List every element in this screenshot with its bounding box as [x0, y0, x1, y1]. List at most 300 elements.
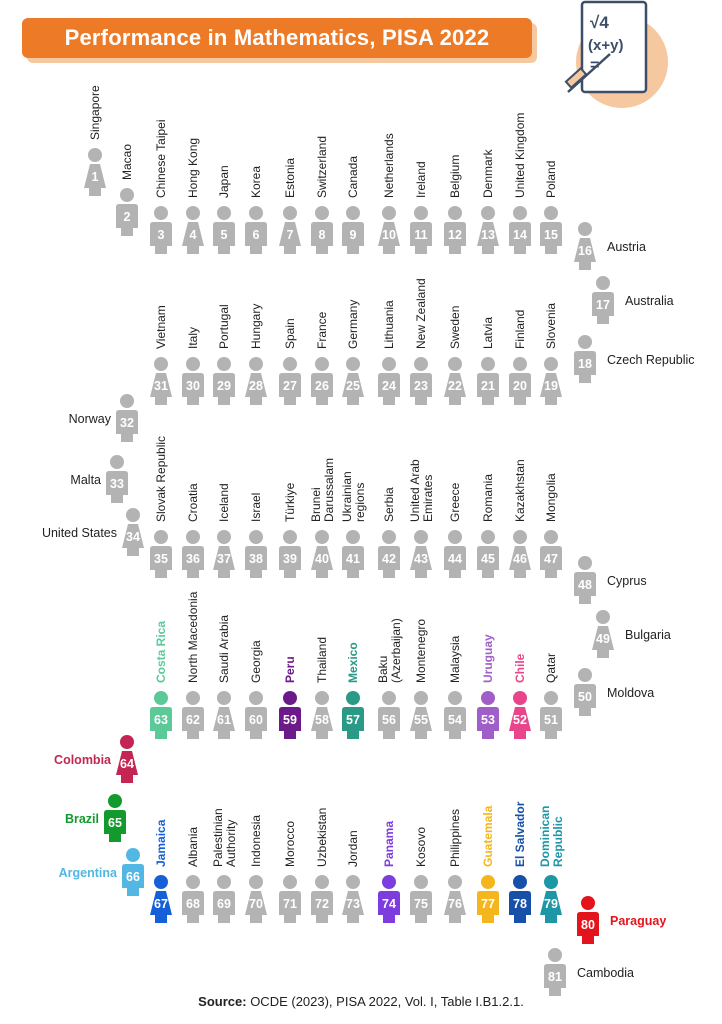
- figure-head-icon: [382, 691, 396, 705]
- rank-number: 18: [578, 357, 592, 371]
- rank-number: 45: [481, 552, 495, 566]
- rank-number: 31: [154, 379, 168, 393]
- country-figure: [342, 206, 364, 254]
- rank-number: 2: [123, 210, 131, 224]
- country-figure: [477, 357, 499, 405]
- country-label: Australia: [625, 294, 674, 308]
- figure-head-icon: [346, 357, 360, 371]
- country-label: Colombia: [54, 753, 111, 767]
- country-label: Czech Republic: [607, 353, 695, 367]
- country-label: Argentina: [58, 866, 117, 880]
- figure-head-icon: [315, 206, 329, 220]
- figure-head-icon: [548, 948, 562, 962]
- figure-head-icon: [382, 875, 396, 889]
- country-label: Malaysia: [448, 635, 462, 683]
- country-label: Denmark: [481, 149, 495, 198]
- country-figure: [444, 691, 466, 739]
- figure-head-icon: [315, 357, 329, 371]
- figure-head-icon: [110, 455, 124, 469]
- country-label: Slovenia: [544, 302, 558, 349]
- figure-head-icon: [120, 394, 134, 408]
- country-figure: [509, 875, 531, 923]
- rank-number: 71: [283, 897, 297, 911]
- rank-number: 39: [283, 552, 297, 566]
- country-figure: [150, 530, 172, 578]
- rank-number: 54: [448, 713, 462, 727]
- country-figure: [574, 668, 596, 716]
- country-figure: [444, 875, 466, 923]
- country-figure: [279, 691, 301, 739]
- country-figure: [592, 276, 614, 324]
- country-figure: [477, 875, 499, 923]
- rank-number: 25: [346, 379, 360, 393]
- country-label: Romania: [481, 473, 495, 522]
- country-figure: [574, 556, 596, 604]
- rank-number: 5: [220, 228, 228, 242]
- country-label: Indonesia: [249, 814, 263, 867]
- country-label: Qatar: [544, 652, 558, 683]
- figure-head-icon: [249, 357, 263, 371]
- math-notebook-icon: [560, 0, 680, 110]
- figure-head-icon: [544, 875, 558, 889]
- rank-number: 27: [283, 379, 297, 393]
- country-figure: [150, 357, 172, 405]
- country-figure: [182, 530, 204, 578]
- country-label: Kosovo: [414, 826, 428, 867]
- rank-number: 50: [578, 690, 592, 704]
- rank-number: 56: [382, 713, 396, 727]
- rank-number: 81: [548, 970, 562, 984]
- country-figure: [311, 691, 333, 739]
- rank-number: 14: [513, 228, 527, 242]
- country-figure: [342, 875, 364, 923]
- country-label: Germany: [346, 299, 360, 349]
- country-label: Panama: [382, 820, 396, 867]
- country-figure: [540, 691, 562, 739]
- figure-head-icon: [448, 357, 462, 371]
- rank-number: 6: [252, 228, 260, 242]
- figure-head-icon: [544, 691, 558, 705]
- country-figure: [245, 530, 267, 578]
- figure-head-icon: [108, 794, 122, 808]
- country-figure: [544, 948, 566, 996]
- country-label: Poland: [544, 160, 558, 198]
- figure-head-icon: [481, 691, 495, 705]
- country-label: Sweden: [448, 305, 462, 349]
- rank-number: 61: [217, 713, 231, 727]
- country-figure: [410, 357, 432, 405]
- rank-number: 23: [414, 379, 428, 393]
- country-figure: [182, 206, 204, 254]
- figure-head-icon: [315, 691, 329, 705]
- country-label: Ireland: [414, 161, 428, 198]
- figure-head-icon: [481, 357, 495, 371]
- country-label: Vietnam: [154, 305, 168, 349]
- country-figure: [410, 691, 432, 739]
- country-label: Morocco: [283, 820, 297, 867]
- country-label: Estonia: [283, 157, 297, 198]
- figure-head-icon: [382, 357, 396, 371]
- country-figure: [444, 530, 466, 578]
- figure-head-icon: [315, 530, 329, 544]
- country-figure: [311, 530, 333, 578]
- country-label: Korea: [249, 165, 263, 198]
- figure-head-icon: [382, 206, 396, 220]
- country-label: Moldova: [607, 686, 655, 700]
- figure-head-icon: [315, 875, 329, 889]
- figure-head-icon: [346, 530, 360, 544]
- country-label: Mongolia: [544, 473, 558, 522]
- rank-number: 38: [249, 552, 263, 566]
- country-label: France: [315, 311, 329, 349]
- source-text: OCDE (2023), PISA 2022, Vol. I, Table I.B1.2.1.: [250, 994, 524, 1009]
- rank-number: 7: [286, 228, 294, 242]
- country-figure: [342, 357, 364, 405]
- figure-head-icon: [596, 610, 610, 624]
- country-figure: [279, 530, 301, 578]
- country-label: Brunei Darussalam: [309, 457, 336, 522]
- country-figure: [122, 848, 144, 896]
- country-figure: [106, 455, 128, 503]
- logo-line3: =: [590, 57, 600, 74]
- figure-head-icon: [249, 875, 263, 889]
- country-label: Austria: [607, 240, 646, 254]
- figure-head-icon: [217, 530, 231, 544]
- rank-number: 63: [154, 713, 168, 727]
- country-figure: [410, 206, 432, 254]
- country-figure: [378, 206, 400, 254]
- country-figure: [378, 357, 400, 405]
- rank-number: 44: [448, 552, 462, 566]
- country-figure: [444, 206, 466, 254]
- rank-number: 77: [481, 897, 495, 911]
- rank-number: 79: [544, 897, 558, 911]
- figure-head-icon: [283, 357, 297, 371]
- figure-head-icon: [513, 530, 527, 544]
- rank-number: 4: [189, 228, 197, 242]
- country-label: Hungary: [249, 303, 263, 349]
- country-figure: [213, 206, 235, 254]
- country-figure: [279, 357, 301, 405]
- figure-head-icon: [382, 530, 396, 544]
- figure-head-icon: [249, 206, 263, 220]
- figure-head-icon: [249, 530, 263, 544]
- rank-number: 20: [513, 379, 527, 393]
- country-figure: [509, 530, 531, 578]
- country-label: Chile: [513, 653, 527, 683]
- rank-number: 60: [249, 713, 263, 727]
- figure-head-icon: [481, 875, 495, 889]
- figure-head-icon: [120, 735, 134, 749]
- rank-number: 58: [315, 713, 329, 727]
- rank-number: 67: [154, 897, 168, 911]
- figure-head-icon: [154, 875, 168, 889]
- country-figure: [150, 206, 172, 254]
- figure-head-icon: [346, 875, 360, 889]
- country-figure: [213, 875, 235, 923]
- figure-head-icon: [414, 357, 428, 371]
- country-figure: [509, 357, 531, 405]
- country-figure: [477, 530, 499, 578]
- country-label: Guatemala: [481, 805, 495, 867]
- country-figure: [182, 875, 204, 923]
- rank-number: 78: [513, 897, 527, 911]
- logo-line2: (x+y): [588, 37, 624, 54]
- rank-number: 57: [346, 713, 360, 727]
- figure-head-icon: [186, 357, 200, 371]
- country-label: Switzerland: [315, 135, 329, 198]
- figure-head-icon: [120, 188, 134, 202]
- country-label: Macao: [120, 143, 134, 180]
- country-label: Latvia: [481, 316, 495, 349]
- country-label: Israel: [249, 492, 263, 522]
- country-label: Uruguay: [481, 634, 495, 683]
- country-label: Finland: [513, 309, 527, 349]
- figure-head-icon: [154, 691, 168, 705]
- figure-head-icon: [578, 556, 592, 570]
- country-label: Cyprus: [607, 574, 647, 588]
- figure-head-icon: [346, 206, 360, 220]
- country-label: Japan: [217, 165, 231, 198]
- figure-head-icon: [414, 875, 428, 889]
- rank-number: 74: [382, 897, 396, 911]
- country-label: Uzbekistan: [315, 807, 329, 867]
- country-label: Kazakhstan: [513, 459, 527, 522]
- country-figure: [245, 357, 267, 405]
- country-figure: [116, 188, 138, 236]
- country-label: Slovak Republic: [154, 435, 168, 522]
- figure-head-icon: [217, 206, 231, 220]
- country-label: Cambodia: [577, 966, 634, 980]
- country-label: Croatia: [186, 483, 200, 522]
- country-figure: [213, 530, 235, 578]
- rank-number: 64: [120, 757, 134, 771]
- country-figure: [245, 691, 267, 739]
- figure-head-icon: [186, 691, 200, 705]
- rank-number: 80: [581, 918, 595, 932]
- country-label: Albania: [186, 826, 200, 867]
- rank-number: 40: [315, 552, 329, 566]
- country-label: Palestinian Authority: [211, 808, 238, 867]
- rank-number: 30: [186, 379, 200, 393]
- rank-number: 76: [448, 897, 462, 911]
- country-label: El Salvador: [513, 801, 527, 867]
- country-figure: [592, 610, 614, 658]
- country-figure: [574, 222, 596, 270]
- country-figure: [150, 691, 172, 739]
- country-label: United States: [41, 526, 117, 540]
- country-figure: [279, 206, 301, 254]
- rank-number: 55: [414, 713, 428, 727]
- figure-head-icon: [283, 206, 297, 220]
- figure-head-icon: [154, 206, 168, 220]
- country-figure: [311, 875, 333, 923]
- country-label: Spain: [283, 318, 297, 349]
- country-label: Thailand: [315, 636, 329, 683]
- figure-head-icon: [448, 875, 462, 889]
- country-figure: [540, 530, 562, 578]
- country-figure: [122, 508, 144, 556]
- figure-head-icon: [544, 357, 558, 371]
- country-label: Ukrainian regions: [340, 471, 367, 522]
- rank-number: 24: [382, 379, 396, 393]
- country-label: Iceland: [217, 483, 231, 522]
- rank-number: 53: [481, 713, 495, 727]
- country-label: Mexico: [346, 642, 360, 683]
- figure-head-icon: [126, 508, 140, 522]
- country-figure: [213, 357, 235, 405]
- country-label: Baku (Azerbaijan): [376, 618, 403, 683]
- figure-head-icon: [481, 530, 495, 544]
- country-label: Saudi Arabia: [217, 614, 231, 683]
- rank-number: 42: [382, 552, 396, 566]
- figure-head-icon: [186, 530, 200, 544]
- country-label: Peru: [283, 656, 297, 683]
- rank-number: 17: [596, 298, 610, 312]
- figure-head-icon: [513, 206, 527, 220]
- country-figure: [378, 530, 400, 578]
- figure-head-icon: [414, 691, 428, 705]
- country-figure: [540, 357, 562, 405]
- country-figure: [509, 691, 531, 739]
- rank-number: 28: [249, 379, 263, 393]
- title-banner: [22, 18, 532, 58]
- country-figure: [150, 875, 172, 923]
- country-label: Portugal: [217, 304, 231, 349]
- figure-head-icon: [448, 206, 462, 220]
- figure-head-icon: [544, 206, 558, 220]
- country-label: Paraguay: [610, 914, 667, 928]
- rank-number: 48: [578, 578, 592, 592]
- country-label: Jordan: [346, 830, 360, 867]
- country-figure: [245, 875, 267, 923]
- country-label: Belgium: [448, 154, 462, 198]
- country-figure: [577, 896, 599, 944]
- rank-number: 16: [578, 244, 592, 258]
- rank-number: 10: [382, 228, 396, 242]
- country-label: Georgia: [249, 640, 263, 683]
- rank-number: 52: [513, 713, 527, 727]
- country-figure: [311, 357, 333, 405]
- figure-head-icon: [578, 668, 592, 682]
- rank-number: 33: [110, 477, 124, 491]
- rank-number: 11: [414, 228, 428, 242]
- country-figure: [116, 735, 138, 783]
- country-figure: [509, 206, 531, 254]
- rank-number: 47: [544, 552, 558, 566]
- rank-number: 37: [217, 552, 231, 566]
- figure-head-icon: [88, 148, 102, 162]
- country-figure: [213, 691, 235, 739]
- country-figure: [410, 530, 432, 578]
- figure-head-icon: [249, 691, 263, 705]
- figure-head-icon: [186, 875, 200, 889]
- rank-number: 59: [283, 713, 297, 727]
- country-label: Italy: [186, 326, 200, 349]
- rank-number: 49: [596, 632, 610, 646]
- rank-number: 9: [349, 228, 357, 242]
- rank-number: 70: [249, 897, 263, 911]
- rank-number: 41: [346, 552, 360, 566]
- country-label: Lithuania: [382, 300, 396, 349]
- country-figure: [540, 875, 562, 923]
- country-figure: [410, 875, 432, 923]
- source-label: Source:: [198, 994, 247, 1009]
- figure-head-icon: [448, 530, 462, 544]
- country-label: Philippines: [448, 808, 462, 867]
- figure-head-icon: [217, 875, 231, 889]
- logo-line1: √4: [590, 13, 609, 32]
- rank-number: 69: [217, 897, 231, 911]
- figure-head-icon: [481, 206, 495, 220]
- country-label: Greece: [448, 482, 462, 522]
- country-figure: [245, 206, 267, 254]
- country-figure: [540, 206, 562, 254]
- country-figure: [182, 357, 204, 405]
- country-label: Norway: [68, 412, 111, 426]
- rank-number: 51: [544, 713, 558, 727]
- page-title: Performance in Mathematics, PISA 2022: [64, 25, 490, 50]
- country-figure: [574, 335, 596, 383]
- country-label: North Macedonia: [186, 591, 200, 683]
- country-label: Dominican Republic: [538, 805, 565, 867]
- country-label: Costa Rica: [154, 620, 168, 683]
- country-label: Malta: [70, 473, 101, 487]
- figure-head-icon: [346, 691, 360, 705]
- country-figure: [279, 875, 301, 923]
- country-figure: [104, 794, 126, 842]
- rank-number: 73: [346, 897, 360, 911]
- country-figure: [342, 530, 364, 578]
- country-figure: [116, 394, 138, 442]
- country-label: Brazil: [64, 812, 99, 826]
- country-label: Singapore: [88, 85, 102, 140]
- figure-head-icon: [414, 206, 428, 220]
- country-figure: [182, 691, 204, 739]
- country-label: United Arab Emirates: [408, 459, 435, 522]
- rank-number: 19: [544, 379, 558, 393]
- country-label: New Zealand: [414, 278, 428, 349]
- country-label: Montenegro: [414, 618, 428, 683]
- figure-head-icon: [126, 848, 140, 862]
- figure-head-icon: [448, 691, 462, 705]
- figure-head-icon: [283, 875, 297, 889]
- rank-number: 72: [315, 897, 329, 911]
- country-label: Chinese Taipei: [154, 119, 168, 198]
- figure-head-icon: [513, 691, 527, 705]
- rank-number: 32: [120, 416, 134, 430]
- rank-number: 21: [481, 379, 495, 393]
- country-figure: [477, 691, 499, 739]
- country-figure: [84, 148, 106, 196]
- figure-head-icon: [513, 875, 527, 889]
- figure-head-icon: [217, 691, 231, 705]
- country-label: Bulgaria: [625, 628, 671, 642]
- country-label: Türkiye: [283, 482, 297, 522]
- rank-number: 66: [126, 870, 140, 884]
- rank-number: 43: [414, 552, 428, 566]
- rank-number: 22: [448, 379, 462, 393]
- country-figure: [378, 691, 400, 739]
- rank-number: 36: [186, 552, 200, 566]
- country-figure: [378, 875, 400, 923]
- rank-number: 12: [448, 228, 462, 242]
- figure-head-icon: [186, 206, 200, 220]
- rank-number: 62: [186, 713, 200, 727]
- figure-head-icon: [596, 276, 610, 290]
- figure-head-icon: [283, 691, 297, 705]
- figure-head-icon: [414, 530, 428, 544]
